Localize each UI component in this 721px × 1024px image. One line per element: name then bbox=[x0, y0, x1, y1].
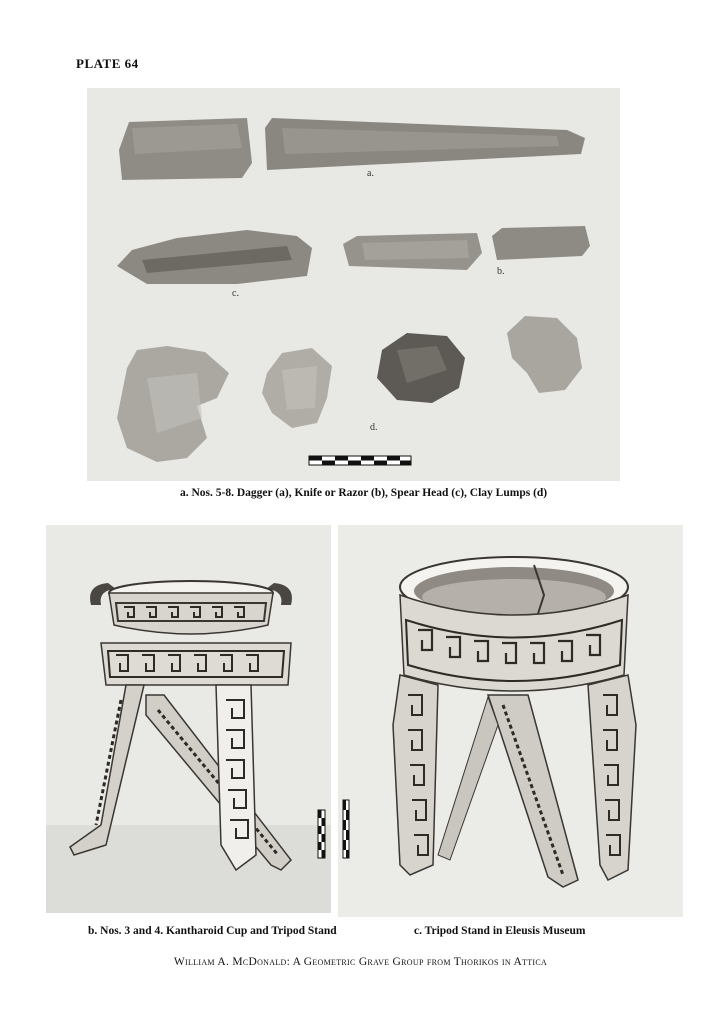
photo-kantharoid-cup-and-tripod bbox=[46, 525, 331, 913]
photo-artifacts bbox=[87, 88, 620, 481]
running-title: William A. McDonald: A Geometric Grave Group from Thorikos in Attica bbox=[173, 956, 548, 968]
knife-fragment-left bbox=[343, 233, 482, 270]
photo-eleusis-tripod bbox=[338, 525, 683, 917]
knife-fragment-right bbox=[492, 226, 590, 260]
scale-bar-vertical bbox=[318, 810, 325, 858]
label-a: a. bbox=[367, 168, 374, 179]
plate-label: PLATE 64 bbox=[76, 56, 139, 71]
caption-c: c. Tripod Stand in Eleusis Museum bbox=[414, 925, 586, 937]
scale-bar bbox=[309, 456, 411, 465]
caption-a: a. Nos. 5-8. Dagger (a), Knife or Razor (b), Spear Head (c), Clay Lumps (d) bbox=[180, 487, 548, 499]
label-d: d. bbox=[370, 422, 378, 433]
label-c: c. bbox=[232, 288, 239, 299]
kantharoid-cup bbox=[90, 581, 292, 634]
scale-bar-vertical bbox=[343, 800, 349, 858]
label-b: b. bbox=[497, 266, 505, 277]
dagger-fragment-left bbox=[119, 118, 252, 180]
caption-b: b. Nos. 3 and 4. Kantharoid Cup and Tripod Stand bbox=[88, 925, 337, 937]
